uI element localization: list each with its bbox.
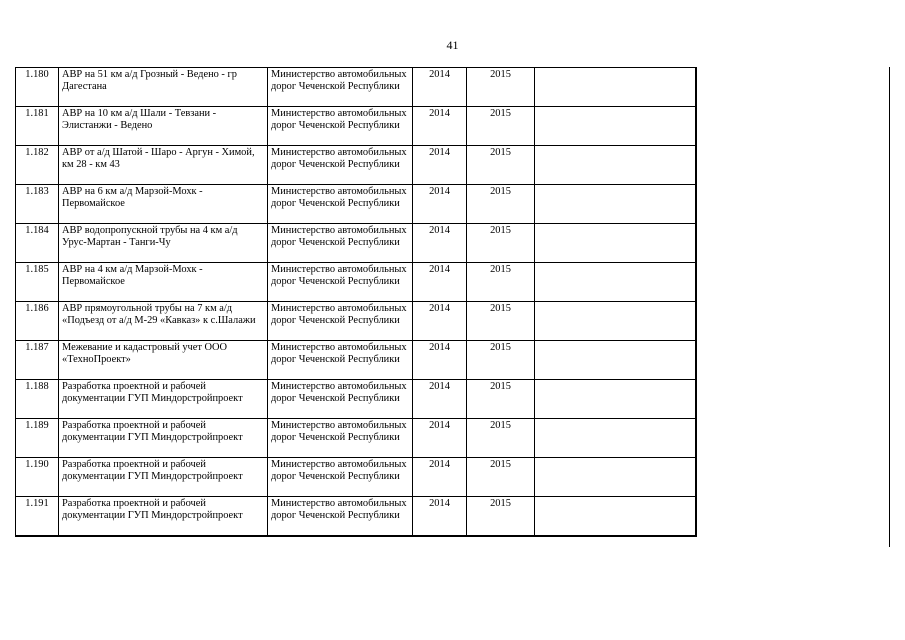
organization-cell: Министерство автомобильных дорог Чеченской Республики — [268, 380, 413, 419]
right-margin-rule — [889, 67, 890, 547]
work-name-cell: АВР на 10 км а/д Шали - Тевзани - Элистанжи - Ведено — [59, 107, 268, 146]
table-row — [16, 302, 696, 341]
row-number-cell: 1.190 — [16, 458, 59, 497]
empty-cell — [535, 419, 696, 458]
start-year-cell: 2014 — [413, 107, 467, 146]
end-year-cell: 2015 — [467, 419, 535, 458]
empty-cell — [535, 380, 696, 419]
table-body — [16, 68, 696, 537]
row-number-cell: 1.180 — [16, 68, 59, 107]
organization-cell: Министерство автомобильных дорог Чеченской Республики — [268, 497, 413, 537]
table-row — [16, 380, 696, 419]
end-year-cell: 2015 — [467, 224, 535, 263]
row-number-cell: 1.185 — [16, 263, 59, 302]
organization-cell: Министерство автомобильных дорог Чеченской Республики — [268, 68, 413, 107]
work-name-cell: Разработка проектной и рабочей документации ГУП Миндорстройпроект — [59, 497, 268, 537]
work-name-cell: АВР водопропускной трубы на 4 км а/д Урус-Мартан - Танги-Чу — [59, 224, 268, 263]
work-name-cell: АВР на 6 км а/д Марзой-Мохк - Первомайское — [59, 185, 268, 224]
organization-cell: Министерство автомобильных дорог Чеченской Республики — [268, 302, 413, 341]
row-number-cell: 1.184 — [16, 224, 59, 263]
work-name-cell: Разработка проектной и рабочей документации ГУП Миндорстройпроект — [59, 380, 268, 419]
work-name-cell: Разработка проектной и рабочей документации ГУП Миндорстройпроект — [59, 458, 268, 497]
table-row — [16, 146, 696, 185]
table-row — [16, 68, 696, 107]
start-year-cell: 2014 — [413, 224, 467, 263]
empty-cell — [535, 107, 696, 146]
start-year-cell: 2014 — [413, 341, 467, 380]
table-row — [16, 419, 696, 458]
start-year-cell: 2014 — [413, 458, 467, 497]
start-year-cell: 2014 — [413, 263, 467, 302]
end-year-cell: 2015 — [467, 107, 535, 146]
organization-cell: Министерство автомобильных дорог Чеченской Республики — [268, 146, 413, 185]
end-year-cell: 2015 — [467, 185, 535, 224]
row-number-cell: 1.187 — [16, 341, 59, 380]
start-year-cell: 2014 — [413, 497, 467, 537]
empty-cell — [535, 185, 696, 224]
row-number-cell: 1.188 — [16, 380, 59, 419]
end-year-cell: 2015 — [467, 146, 535, 185]
empty-cell — [535, 68, 696, 107]
work-name-cell: АВР на 51 км а/д Грозный - Ведено - гр Дагестана — [59, 68, 268, 107]
end-year-cell: 2015 — [467, 263, 535, 302]
table-row — [16, 458, 696, 497]
page-number: 41 — [446, 38, 459, 52]
end-year-cell: 2015 — [467, 302, 535, 341]
start-year-cell: 2014 — [413, 185, 467, 224]
table-row — [16, 224, 696, 263]
work-name-cell: Разработка проектной и рабочей документации ГУП Миндорстройпроект — [59, 419, 268, 458]
work-name-cell: АВР от а/д Шатой - Шаро - Аргун - Химой, км 28 - км 43 — [59, 146, 268, 185]
empty-cell — [535, 497, 696, 537]
end-year-cell: 2015 — [467, 458, 535, 497]
work-name-cell: АВР на 4 км а/д Марзой-Мохк - Первомайское — [59, 263, 268, 302]
table-row — [16, 263, 696, 302]
empty-cell — [535, 302, 696, 341]
work-name-cell: АВР прямоугольной трубы на 7 км а/д «Подъезд от а/д М-29 «Кавказ» к с.Шалажи — [59, 302, 268, 341]
start-year-cell: 2014 — [413, 146, 467, 185]
organization-cell: Министерство автомобильных дорог Чеченской Республики — [268, 458, 413, 497]
empty-cell — [535, 341, 696, 380]
start-year-cell: 2014 — [413, 419, 467, 458]
start-year-cell: 2014 — [413, 380, 467, 419]
table-row — [16, 107, 696, 146]
row-number-cell: 1.191 — [16, 497, 59, 537]
row-number-cell: 1.182 — [16, 146, 59, 185]
table-row — [16, 341, 696, 380]
work-name-cell: Межевание и кадастровый учет ООО «ТехноПроект» — [59, 341, 268, 380]
end-year-cell: 2015 — [467, 380, 535, 419]
organization-cell: Министерство автомобильных дорог Чеченской Республики — [268, 185, 413, 224]
empty-cell — [535, 224, 696, 263]
organization-cell: Министерство автомобильных дорог Чеченской Республики — [268, 263, 413, 302]
table-row — [16, 497, 696, 537]
organization-cell: Министерство автомобильных дорог Чеченской Республики — [268, 224, 413, 263]
start-year-cell: 2014 — [413, 302, 467, 341]
organization-cell: Министерство автомобильных дорог Чеченской Республики — [268, 107, 413, 146]
row-number-cell: 1.189 — [16, 419, 59, 458]
row-number-cell: 1.183 — [16, 185, 59, 224]
empty-cell — [535, 263, 696, 302]
row-number-cell: 1.186 — [16, 302, 59, 341]
program-table — [15, 67, 697, 537]
table-row — [16, 185, 696, 224]
empty-cell — [535, 146, 696, 185]
end-year-cell: 2015 — [467, 341, 535, 380]
organization-cell: Министерство автомобильных дорог Чеченской Республики — [268, 419, 413, 458]
row-number-cell: 1.181 — [16, 107, 59, 146]
empty-cell — [535, 458, 696, 497]
end-year-cell: 2015 — [467, 497, 535, 537]
organization-cell: Министерство автомобильных дорог Чеченской Республики — [268, 341, 413, 380]
end-year-cell: 2015 — [467, 68, 535, 107]
start-year-cell: 2014 — [413, 68, 467, 107]
